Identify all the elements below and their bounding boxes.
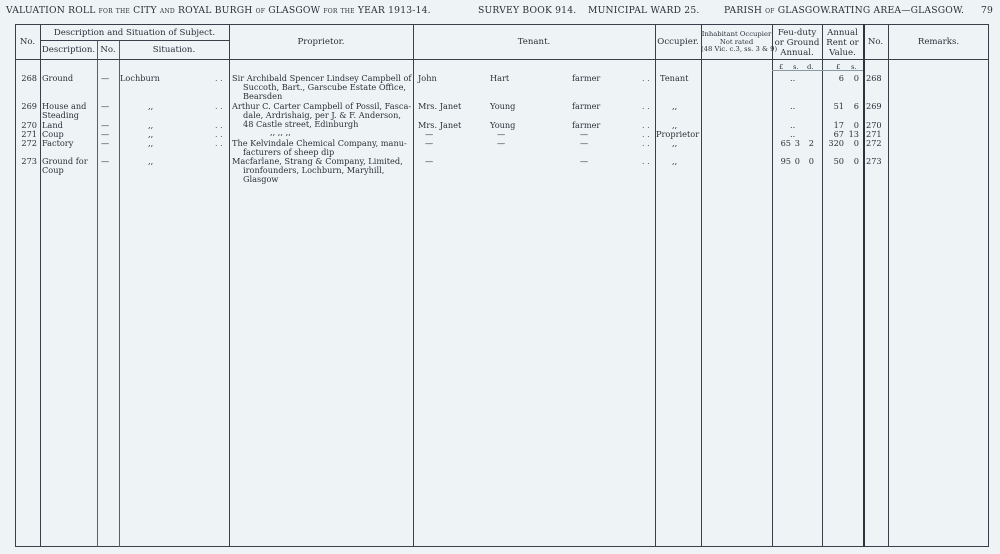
row-feu-pounds: 65	[780, 138, 791, 148]
col-header-sub-no: No.	[100, 45, 116, 55]
row-tenant-last: Young	[490, 120, 516, 130]
row-tenant-first: Mrs. Janet	[418, 120, 462, 130]
row-feu: ..	[790, 120, 796, 130]
row-description: Coup	[42, 129, 64, 139]
row-sub-no: —	[101, 138, 110, 148]
row-proprietor-line: The Kelvindale Chemical Company, manu-	[232, 138, 407, 148]
row-sub-no: —	[101, 73, 110, 83]
row-sub-no: —	[101, 101, 110, 111]
col-header-tenant: Tenant.	[517, 37, 551, 47]
survey-book: SURVEY BOOK 914.	[478, 5, 577, 16]
row-no: 271	[21, 129, 37, 139]
row-occupier: ,,	[672, 138, 678, 148]
unit-feu-shillings: s.	[793, 63, 799, 71]
row-tenant-first: John	[418, 73, 437, 83]
row-rent-shillings: 0	[853, 156, 859, 166]
row-tenant-last: —	[497, 129, 506, 139]
leader-dots: . .	[642, 74, 650, 83]
row-tenant-occupation: —	[580, 138, 589, 148]
col-rule	[701, 24, 702, 547]
row-occupier: ,,	[672, 101, 678, 111]
row-occupier: ,,	[672, 156, 678, 166]
row-proprietor-ditto: ,, ,, ,,	[270, 127, 291, 137]
unit-rent-shillings: s.	[851, 63, 857, 71]
row-proprietor-line: Glasgow	[243, 174, 279, 184]
row-rent-shillings: 13	[848, 129, 859, 139]
row-no-right: 271	[866, 129, 882, 139]
row-occupier: Tenant	[660, 73, 689, 83]
row-no-right: 272	[866, 138, 882, 148]
row-no: 273	[21, 156, 37, 166]
row-no: 268	[21, 73, 37, 83]
col-rule	[772, 24, 773, 547]
row-tenant-occupation: farmer	[572, 73, 601, 83]
row-tenant-first: —	[425, 138, 434, 148]
header-rule	[15, 59, 989, 60]
col-rule	[97, 40, 98, 547]
row-tenant-occupation: farmer	[572, 101, 601, 111]
row-situation: ,,	[148, 156, 154, 166]
row-no-right: 269	[866, 101, 882, 111]
group-rule	[40, 40, 229, 41]
row-feu: ..	[790, 129, 796, 139]
col-header-situation: Situation.	[152, 45, 196, 55]
row-rent-pounds: 17	[833, 120, 844, 130]
row-description: Ground for	[42, 156, 88, 166]
row-proprietor-line: facturers of sheep dip	[243, 147, 335, 157]
row-no: 272	[21, 138, 37, 148]
col-rule	[229, 24, 230, 547]
unit-feu-pounds: £	[779, 63, 784, 71]
leader-dots: . .	[642, 130, 650, 139]
row-feu-pence: 2	[808, 138, 814, 148]
row-feu-shillings: 3	[794, 138, 800, 148]
col-header-annual-rent: Annual Rent or Value.	[826, 28, 859, 58]
col-rule	[888, 24, 889, 547]
row-tenant-last: —	[497, 138, 506, 148]
row-rent-shillings: 0	[853, 73, 859, 83]
col-header-inhabitant: Inhabitant Occupier Not rated (48 Vic. c.3, ss. 3 & 9)	[701, 30, 778, 53]
row-tenant-first: —	[425, 156, 434, 166]
col-header-no-right: No.	[867, 37, 884, 47]
row-sub-no: —	[101, 156, 110, 166]
row-no: 269	[21, 101, 37, 111]
leader-dots: . .	[642, 102, 650, 111]
col-header-occupier: Occupier.	[657, 37, 699, 47]
row-description: Steading	[42, 110, 79, 120]
leader-dots: . .	[215, 130, 223, 139]
leader-dots: . .	[215, 102, 223, 111]
row-description: Factory	[42, 138, 74, 148]
unit-rent-pounds: £	[836, 63, 841, 71]
row-rent-pounds: 6	[838, 73, 844, 83]
col-header-no: No.	[19, 37, 36, 47]
row-tenant-occupation: —	[580, 129, 589, 139]
row-occupier: Proprietor	[656, 129, 700, 139]
col-rule	[40, 24, 41, 547]
col-header-description: Description.	[41, 45, 96, 55]
row-feu: ..	[790, 101, 796, 111]
row-sub-no: —	[101, 129, 110, 139]
row-no: 270	[21, 120, 37, 130]
row-description: Ground	[42, 73, 74, 83]
row-rent-pounds: 51	[833, 101, 844, 111]
row-occupier: ,,	[672, 120, 678, 130]
row-situation: ,,	[148, 101, 154, 111]
row-rent-shillings: 6	[853, 101, 859, 111]
row-proprietor-line: Arthur C. Carter Campbell of Possil, Fasca-	[232, 101, 412, 111]
row-description: Land	[42, 120, 63, 130]
row-proprietor-line: Succoth, Bart., Garscube Estate Office,	[243, 82, 407, 92]
row-rent-shillings: 0	[853, 138, 859, 148]
col-header-description-group: Description and Situation of Subject.	[53, 28, 216, 38]
parish: PARISH of GLASGOW.	[724, 5, 832, 16]
row-rent-pounds: 50	[833, 156, 844, 166]
leader-dots: . .	[215, 74, 223, 83]
rating-area: RATING AREA—GLASGOW.	[831, 5, 965, 16]
leader-dots: . .	[642, 139, 650, 148]
col-header-remarks: Remarks.	[917, 37, 960, 47]
row-tenant-occupation: farmer	[572, 120, 601, 130]
municipal-ward: MUNICIPAL WARD 25.	[588, 5, 700, 16]
page-number: 79	[981, 5, 994, 16]
col-rule	[413, 24, 414, 547]
col-header-feu-duty: Feu-duty or Ground Annual.	[774, 28, 820, 58]
row-proprietor-line: ironfounders, Lochburn, Maryhill,	[243, 165, 385, 175]
row-feu-pounds: 95	[780, 156, 791, 166]
row-situation: ,,	[148, 120, 154, 130]
leader-dots: . .	[642, 157, 650, 166]
row-feu-shillings: 0	[794, 156, 800, 166]
row-tenant-first: —	[425, 129, 434, 139]
unit-rule	[772, 70, 863, 71]
unit-feu-pence: d.	[807, 63, 814, 71]
row-description: House and	[42, 101, 87, 111]
row-proprietor-line: dale, Ardrishaig, per J. & F. Anderson,	[243, 110, 401, 120]
row-proprietor-line: 48 Castle street, Edinburgh	[243, 119, 359, 129]
row-no-right: 268	[866, 73, 882, 83]
row-no-right: 273	[866, 156, 882, 166]
row-proprietor-line: Bearsden	[243, 91, 283, 101]
row-sub-no: —	[101, 120, 110, 130]
col-rule	[119, 40, 120, 547]
header-title: VALUATION ROLL for the CITY and ROYAL BURGH of GLASGOW for the YEAR 1913-14.	[6, 5, 431, 16]
row-situation: ,,	[148, 138, 154, 148]
row-tenant-last: Young	[490, 101, 516, 111]
row-no-right: 270	[866, 120, 882, 130]
row-rent-pounds: 320	[828, 138, 844, 148]
leader-dots: . .	[215, 121, 223, 130]
col-header-proprietor: Proprietor.	[297, 37, 345, 47]
row-situation: ,,	[148, 129, 154, 139]
col-rule	[655, 24, 656, 547]
col-rule	[863, 24, 865, 547]
row-tenant-occupation: —	[580, 156, 589, 166]
row-proprietor-line: Macfarlane, Strang & Company, Limited,	[232, 156, 403, 166]
page-header	[0, 5, 1000, 19]
row-feu-pence: 0	[808, 156, 814, 166]
row-tenant-first: Mrs. Janet	[418, 101, 462, 111]
row-description: Coup	[42, 165, 64, 175]
row-situation: Lochburn	[120, 73, 160, 83]
leader-dots: . .	[642, 121, 650, 130]
leader-dots: . .	[215, 139, 223, 148]
row-rent-shillings: 0	[853, 120, 859, 130]
row-proprietor-line: Sir Archibald Spencer Lindsey Campbell of	[232, 73, 412, 83]
row-feu: ..	[790, 73, 796, 83]
row-rent-pounds: 67	[833, 129, 844, 139]
row-tenant-last: Hart	[490, 73, 510, 83]
